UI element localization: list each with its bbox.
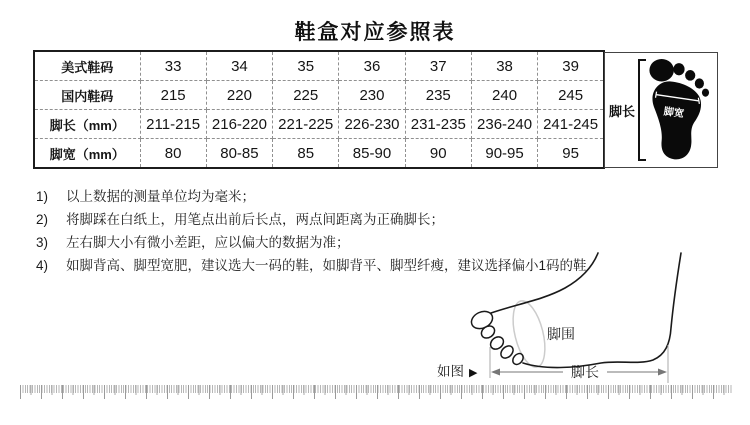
size-cell: 236-240 (471, 110, 537, 139)
size-cell: 39 (538, 51, 604, 81)
size-cell: 90 (405, 139, 471, 169)
size-cell: 216-220 (206, 110, 272, 139)
row-header: 美式鞋码 (34, 51, 140, 81)
as-shown-label: 如图 (437, 364, 464, 379)
size-cell: 37 (405, 51, 471, 81)
size-cell: 34 (206, 51, 272, 81)
size-cell: 240 (471, 81, 537, 110)
note-text: 以上数据的测量单位均为毫米； (66, 189, 255, 204)
size-cell: 220 (206, 81, 272, 110)
note-number: 2) (36, 212, 49, 227)
size-cell: 36 (339, 51, 405, 81)
row-header: 脚宽（mm） (34, 139, 140, 169)
table-row (34, 110, 604, 139)
size-cell: 226-230 (339, 110, 405, 139)
ruler (20, 385, 732, 399)
girth-label: 脚围 (547, 326, 575, 342)
footprint-panel (604, 52, 718, 168)
table-row (34, 139, 604, 169)
size-cell: 230 (339, 81, 405, 110)
row-header: 国内鞋码 (34, 81, 140, 110)
size-cell: 221-225 (273, 110, 339, 139)
note-item (36, 189, 587, 204)
note-text: 如脚背高、脚型宽肥，建议选大一码的鞋，如脚背平、脚型纤瘦，建议选择偏小1码的鞋 (66, 258, 587, 273)
size-cell: 231-235 (405, 110, 471, 139)
row-header: 脚长（mm） (34, 110, 140, 139)
size-table (33, 50, 605, 169)
note-item (36, 212, 587, 227)
note-text: 左右脚大小有微小差距，应以偏大的数据为准； (66, 235, 350, 250)
foot-length-label: 脚长 (609, 103, 636, 119)
size-cell: 35 (273, 51, 339, 81)
table-row (34, 81, 604, 110)
size-cell: 95 (538, 139, 604, 169)
size-cell: 38 (471, 51, 537, 81)
size-cell: 90-95 (471, 139, 537, 169)
foot-instep-line (491, 253, 598, 313)
size-cell: 33 (140, 51, 206, 81)
footprint-icon (648, 58, 712, 162)
foot-toes-icon (469, 308, 526, 366)
foot-length-bracket (638, 59, 646, 161)
size-cell: 235 (405, 81, 471, 110)
note-number: 1) (36, 189, 49, 204)
size-cell: 80-85 (206, 139, 272, 169)
size-cell: 85 (273, 139, 339, 169)
size-cell: 85-90 (339, 139, 405, 169)
table-row (34, 51, 604, 81)
size-cell: 215 (140, 81, 206, 110)
note-number: 3) (36, 235, 49, 250)
note-number: 4) (36, 258, 49, 273)
foot-heel-sole-line (523, 253, 681, 368)
foot-side-diagram (425, 252, 745, 385)
note-text: 将脚踩在白纸上，用笔点出前后长点，两点间距离为正确脚长； (66, 212, 444, 227)
size-cell: 241-245 (538, 110, 604, 139)
length-label: 脚长 (571, 364, 599, 380)
size-cell: 211-215 (140, 110, 206, 139)
size-table-body (34, 51, 604, 168)
size-cell: 225 (273, 81, 339, 110)
foot-width-label: 脚宽 (663, 106, 685, 120)
size-cell: 245 (538, 81, 604, 110)
note-item (36, 235, 587, 250)
size-table-wrap (33, 50, 605, 169)
page-title: 鞋盒对应参照表 (294, 21, 456, 44)
size-cell: 80 (140, 139, 206, 169)
pointer-triangle-icon: ▶ (469, 367, 478, 379)
